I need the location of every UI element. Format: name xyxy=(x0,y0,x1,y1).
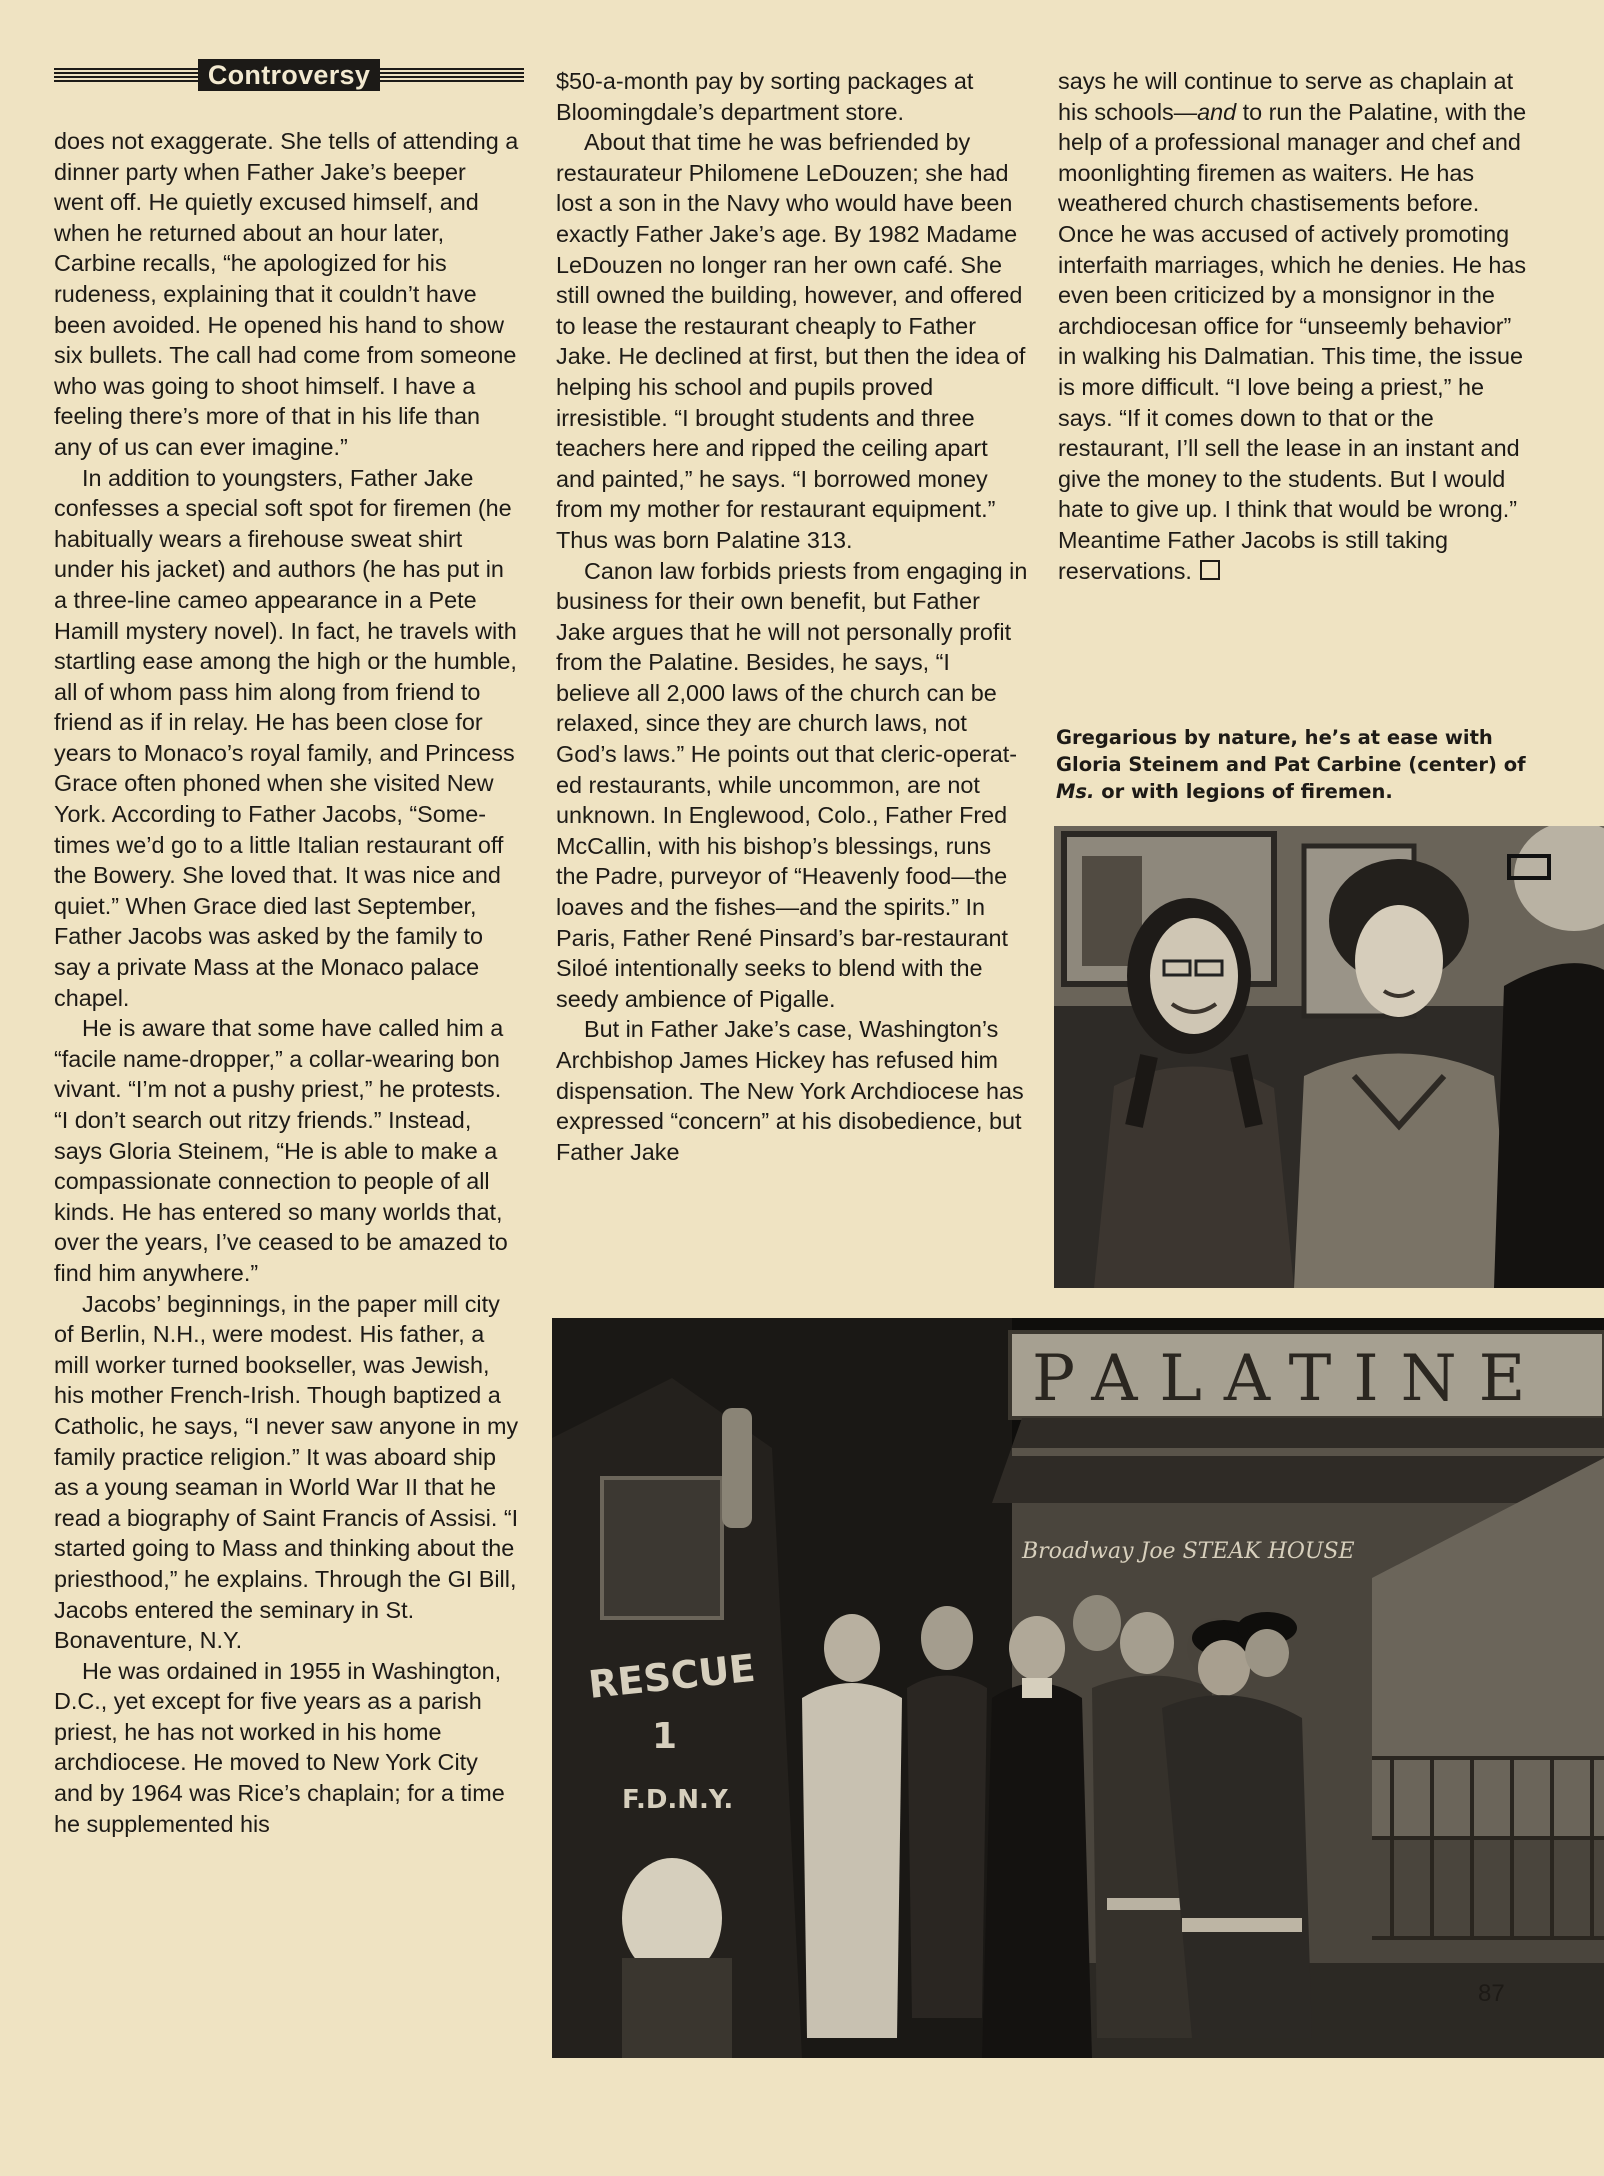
palatine-sign-text: PALATINE xyxy=(1032,1342,1548,1416)
photo-steinem-carbine xyxy=(1054,826,1604,1288)
article-column-1 xyxy=(54,126,520,1839)
paragraph: Jacobs’ beginnings, in the paper mill city of Berlin, N.H., were modest. His father, a mill worker turned bookseller, was Jewish, his mother French-Irish. Though baptized a Catholic, he says, “I never saw anyone in my family practice religion.” It was aboard ship as a young seaman in World War II that he read a biography of Saint Francis of Assisi. “I started going to Mass and thinking about the priesthood,” he explains. Through the GI Bill, Jacobs entered the seminary in St. Bonaventure, N.Y. xyxy=(54,1290,519,1654)
photo-firemen-palatine xyxy=(552,1318,1604,2058)
section-label: Controversy xyxy=(198,59,380,91)
paragraph: He is aware that some have called him a “facile name-dropper,” a collar-wearing bon vivant. “I’m not a pushy priest,” he protests. “I don’t search out ritzy friends.” Instead, says Gloria Steinem, “He is able to make a compassionate connection to people of all kinds. He has entered so many worlds that, over the years, I’ve ceased to be amazed to find him anywhere.” xyxy=(54,1015,508,1286)
paragraph: In addition to youngsters, Father Jake confesses a special soft spot for firemen (he habitually wears a firehouse sweat shirt under his jacket) and authors (he has put in a three-line cameo appearance in a Pete Hamill mystery novel). In fact, he travels with startling ease among the high or the humble, all of whom pass him along from friend to friend as if in relay. He has been close for years to Monaco’s royal family, and Princess Grace often phoned when she visited New York. According to Father Jacobs, “Sometimes we’d go to a little Italian restaurant off the Bowery. She loved that. It was nice and quiet.” When Grace died last September, Father Jacobs was asked by the family to say a private Mass at the Monaco palace chapel. xyxy=(54,464,517,1011)
photo-graphic xyxy=(552,1318,1604,2058)
text-run: says he will continue to serve as chaplain at his schools— xyxy=(1058,68,1514,125)
awning-text: Broadway Joe STEAK HOUSE xyxy=(1022,1539,1355,1564)
section-header xyxy=(54,58,524,92)
paragraph xyxy=(1058,66,1528,586)
header-rule-right xyxy=(380,68,524,82)
truck-fdny-text: F.D.N.Y. xyxy=(622,1785,734,1815)
end-mark-icon xyxy=(1200,560,1220,580)
text-run: to run the Palatine, with the help of a professional manager and chef and moonlighting firemen as waiters. He has weathered church chastisements before. Once he was accused of actively promoting interfaith marriages, which he denies. He has even been criticized by a monsignor in the archdiocesan office for “unseemly behavior” in walking his Dalmatian. This time, the issue is more difficult. “I love being a priest,” he says. “If it comes down to that or the restaurant, I’ll sell the lease in an instant and give the money to the students. But I would hate to give up. I think that would be wrong.” Meantime Father Jacobs is still taking reservations. xyxy=(1058,98,1527,584)
paragraph: About that time he was befriended by restaurateur Philomene LeDouzen; she had lost a son in the Navy who would have been exactly Father Jake’s age. By 1982 Madame LeDouzen no longer ran her own café. She still owned the building, however, and offered to lease the restaurant cheaply to Father Jake. He declined at first, but then the idea of helping his school and pupils proved irresistible. “I brought students and three teachers here and ripped the ceiling apart and painted,” he says. “I borrowed money from my mother for restaurant equipment.” Thus was born Palatine 313. xyxy=(556,129,1026,553)
header-rule-left xyxy=(54,68,198,82)
caption-text: Gregarious by nature, he’s at ease with Gloria Steinem and Pat Carbine (center) of xyxy=(1056,726,1526,776)
truck-rescue-text: RESCUE xyxy=(586,1645,758,1707)
page-number: 87 xyxy=(1478,1980,1505,2007)
caption-italic: Ms. xyxy=(1056,780,1095,803)
paragraph: But in Father Jake’s case, Washington’s Archbishop James Hickey has refused him dispensation. The New York Archdiocese has expressed “concern” at his disobedience, but Father Jake xyxy=(556,1016,1024,1165)
paragraph: Canon law forbids priests from engaging in business for their own benefit, but Father Jake argues that he will not personally profit from the Palatine. Besides, he says, “I believe all 2,000 laws of the church can be relaxed, since they are church laws, not God’s laws.” He points out that cleric-operated restaurants, while uncommon, are not unknown. In Englewood, Colo., Father Fred McCallin, with his bishop’s blessings, runs the Padre, purveyor of “Heavenly food—the loaves and the fishes—and the spirits.” In Paris, Father René Pinsard’s bar-restaurant Siloé intentionally seeks to blend with the seedy ambience of Pigalle. xyxy=(556,557,1028,1012)
photo-caption xyxy=(1056,724,1526,805)
italic-run: and xyxy=(1197,98,1237,125)
paragraph: $50-a-month pay by sorting packages at Bloomingdale’s department store. xyxy=(556,68,974,125)
paragraph: does not exaggerate. She tells of attending a dinner party when Father Jake’s beeper went off. He quietly excused himself, and when he returned about an hour later, Carbine recalls, “he apologized for his rudeness, explaining that it couldn’t have been avoided. He opened his hand to show six bullets. The call had come from someone who was going to shoot himself. I have a feeling there’s more of that in his life than any of us can ever imagine.” xyxy=(54,128,519,460)
truck-number-text: 1 xyxy=(652,1716,678,1757)
article-column-2 xyxy=(556,66,1028,1167)
photo-graphic xyxy=(1054,826,1604,1288)
caption-text: or with legions of firemen. xyxy=(1094,780,1393,803)
article-column-3 xyxy=(1058,66,1528,586)
paragraph: He was ordained in 1955 in Washington, D.C., yet except for five years as a parish priest, he has not worked in his home archdiocese. He moved to New York City and by 1964 was Rice’s chaplain; for a time he supplemented his xyxy=(54,1657,505,1837)
